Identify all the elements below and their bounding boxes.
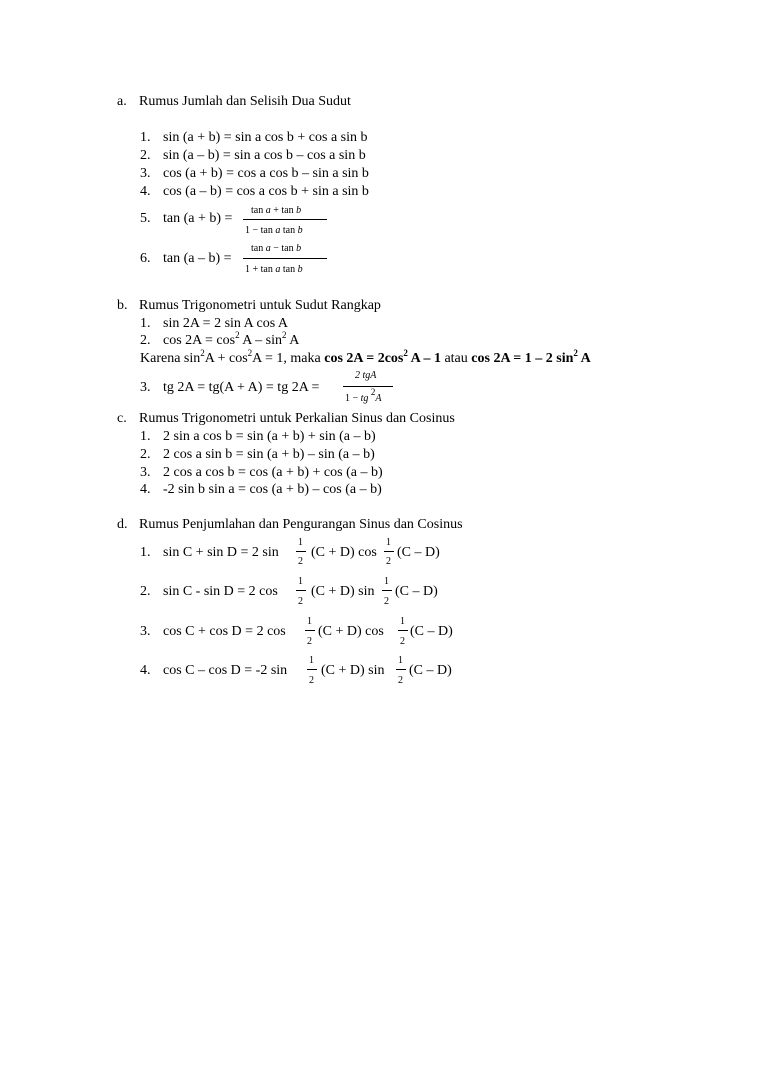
section-d-title: Rumus Penjumlahan dan Pengurangan Sinus dan Cosinus [139,517,463,532]
half-denominator: 2 [298,556,303,567]
fraction-numerator: tan a − tan b [251,243,302,254]
formula-diff-sin-end: (C – D) [395,584,438,599]
formula-product-1: 2 sin a cos b = sin (a + b) + sin (a – b) [163,429,376,444]
formula-tan-diff-lhs: tan (a – b) = [163,251,232,266]
list-number: 3. [140,624,151,639]
fraction-bar [243,219,327,220]
half-denominator: 2 [398,675,403,686]
list-number: 3. [140,380,151,395]
list-number: 3. [140,465,151,480]
list-number: 6. [140,251,151,266]
section-c-letter: c. [117,411,127,426]
half-numerator: 1 [384,576,389,587]
formula-product-2: 2 cos a sin b = sin (a + b) – sin (a – b) [163,447,375,462]
fraction-bar [398,630,408,631]
half-numerator: 1 [398,655,403,666]
fraction-bar [243,258,327,259]
section-d-letter: d. [117,517,128,532]
fraction-bar [343,386,393,387]
fraction-denominator: 1 + tan a tan b [245,264,303,275]
formula-tg-double-lhs: tg 2A = tg(A + A) = tg 2A = [163,380,320,395]
half-numerator: 1 [386,537,391,548]
list-number: 1. [140,316,151,331]
list-number: 3. [140,166,151,181]
half-denominator: 2 [386,556,391,567]
fraction-bar [396,669,406,670]
list-number: 4. [140,184,151,199]
list-number: 2. [140,584,151,599]
formula-diff-sin-lhs: sin C - sin D = 2 cos [163,584,278,599]
half-denominator: 2 [400,636,405,647]
half-numerator: 1 [298,576,303,587]
half-numerator: 1 [400,616,405,627]
list-number: 1. [140,429,151,444]
section-c-title: Rumus Trigonometri untuk Perkalian Sinus dan Cosinus [139,411,455,426]
karena-statement: Karena $\sin^2A + \cos^2A = 1$, maka $\cos 2A = 2\cos^2$ A – 1 atau cos 2A = 1 – 2 $\sin^2 A$ [140,348,591,366]
half-numerator: 1 [298,537,303,548]
formula-tan-sum-lhs: tan (a + b) = [163,211,233,226]
half-numerator: 1 [309,655,314,666]
formula-diff-cos-lhs: cos C – cos D = -2 sin [163,663,288,678]
half-denominator: 2 [309,675,314,686]
formula-cos-double: $\cos 2A = \cos^2 A - \sin^2 A$ [163,330,300,348]
list-number: 2. [140,148,151,163]
formula-product-4: -2 sin b sin a = cos (a + b) – cos (a – b) [163,482,382,497]
formula-product-3: 2 cos a cos b = cos (a + b) + cos (a – b) [163,465,383,480]
formula-sum-cos-lhs: cos C + cos D = 2 cos [163,624,286,639]
fraction-bar [382,590,392,591]
fraction-bar [305,630,315,631]
formula-sum-sin-mid: (C + D) cos [311,545,377,560]
fraction-bar [307,669,317,670]
list-number: 1. [140,130,151,145]
fraction-numerator: tan a + tan b [251,205,302,216]
formula-sum-cos-mid: (C + D) cos [318,624,384,639]
fraction-bar [296,551,306,552]
list-number: 1. [140,545,151,560]
fraction-denominator: 1 − tg $^2$A [345,387,382,404]
list-number: 5. [140,211,151,226]
formula-cos-sum: cos (a + b) = cos a cos b – sin a sin b [163,166,369,181]
section-a-letter: a. [117,94,127,109]
formula-sin-double: sin 2A = 2 sin A cos A [163,316,288,331]
formula-sin-sum: sin (a + b) = sin a cos b + cos a sin b [163,130,368,145]
formula-sum-cos-end: (C – D) [410,624,453,639]
half-denominator: 2 [298,596,303,607]
formula-diff-cos-mid: (C + D) sin [321,663,385,678]
fraction-bar [296,590,306,591]
fraction-denominator: 1 − tan a tan b [245,225,303,236]
half-denominator: 2 [307,636,312,647]
formula-sum-sin-lhs: sin C + sin D = 2 sin [163,545,279,560]
section-a-title: Rumus Jumlah dan Selisih Dua Sudut [139,94,351,109]
formula-diff-sin-mid: (C + D) sin [311,584,375,599]
section-b-letter: b. [117,298,128,313]
list-number: 4. [140,663,151,678]
formula-sum-sin-end: (C – D) [397,545,440,560]
half-denominator: 2 [384,596,389,607]
formula-cos-diff: cos (a – b) = cos a cos b + sin a sin b [163,184,369,199]
formula-diff-cos-end: (C – D) [409,663,452,678]
formula-sin-diff: sin (a – b) = sin a cos b – cos a sin b [163,148,366,163]
list-number: 2. [140,333,151,348]
section-b-title: Rumus Trigonometri untuk Sudut Rangkap [139,298,381,313]
fraction-numerator: 2 tgA [355,370,377,381]
list-number: 4. [140,482,151,497]
fraction-bar [384,551,394,552]
list-number: 2. [140,447,151,462]
half-numerator: 1 [307,616,312,627]
